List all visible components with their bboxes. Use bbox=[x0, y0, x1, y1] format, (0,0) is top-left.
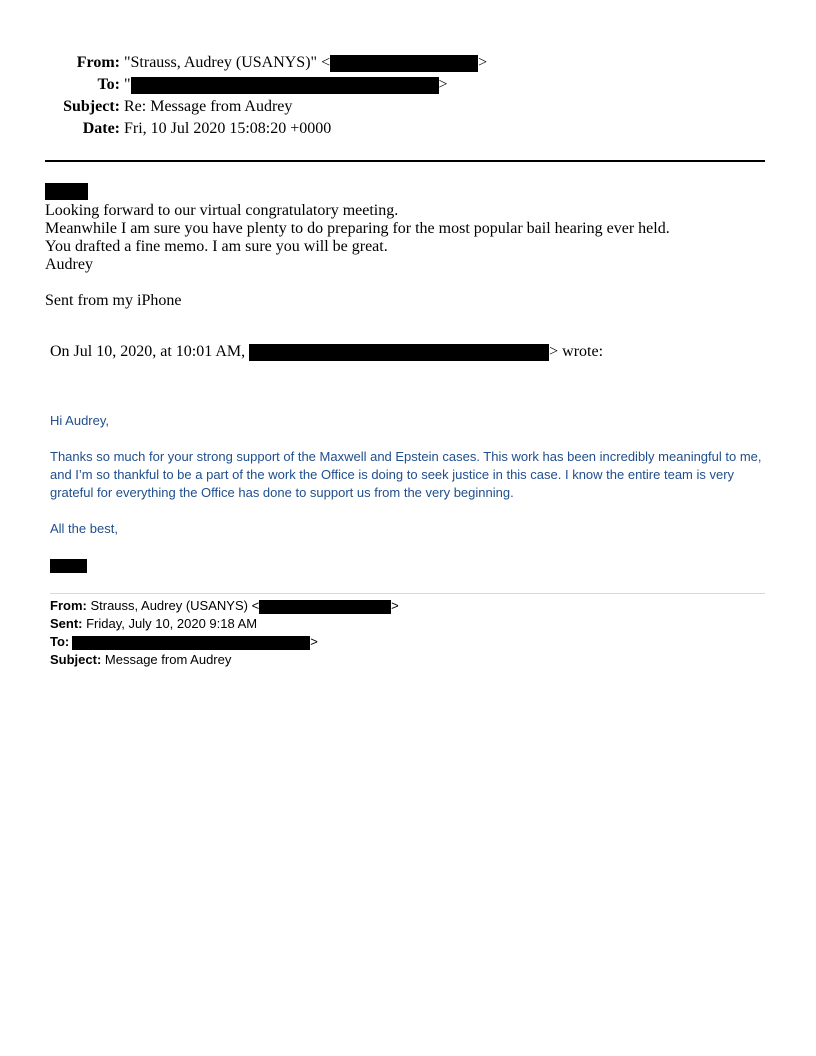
header-to-label: To: bbox=[97, 76, 120, 93]
redaction-box bbox=[131, 77, 439, 94]
header-divider bbox=[45, 160, 765, 162]
forwarded-sent-value: Friday, July 10, 2020 9:18 AM bbox=[82, 616, 258, 631]
quoted-closing: All the best, bbox=[50, 521, 118, 536]
header-from-value bbox=[124, 54, 487, 72]
sent-from-line: Sent from my iPhone bbox=[45, 292, 182, 309]
header-to-close: > bbox=[438, 76, 448, 93]
reply-signature: Audrey bbox=[45, 256, 93, 273]
header-date-label: Date: bbox=[82, 120, 120, 137]
redaction-box bbox=[330, 55, 478, 72]
reply-line: Meanwhile I am sure you have plenty to do preparing for the most popular bail hearing ever held. bbox=[45, 220, 670, 237]
header-from-close: > bbox=[478, 54, 488, 71]
redaction-box bbox=[50, 559, 87, 573]
header-from-text: "Strauss, Audrey (USANYS)" < bbox=[124, 54, 331, 71]
forwarded-to-close: > bbox=[310, 634, 318, 649]
forwarded-from-line bbox=[50, 597, 399, 615]
quote-intro-suffix: > wrote: bbox=[549, 343, 604, 360]
redaction-box bbox=[259, 600, 391, 614]
header-subject-label: Subject: bbox=[63, 98, 120, 115]
quote-intro-prefix: On Jul 10, 2020, at 10:01 AM, bbox=[50, 343, 250, 360]
forwarded-subject-label: Subject: bbox=[50, 652, 102, 667]
reply-line: You drafted a fine memo. I am sure you will be great. bbox=[45, 238, 388, 255]
header-to-value bbox=[124, 76, 448, 94]
header-from-label: From: bbox=[76, 54, 120, 71]
forwarded-sent-label: Sent: bbox=[50, 616, 83, 631]
forwarded-to-label: To: bbox=[50, 634, 70, 649]
forwarded-sent-line bbox=[50, 615, 257, 633]
reply-line: Looking forward to our virtual congratulatory meeting. bbox=[45, 202, 399, 219]
forwarded-from-label: From: bbox=[50, 598, 87, 613]
redaction-box bbox=[72, 636, 310, 650]
forwarded-from-value: Strauss, Audrey (USANYS) < bbox=[86, 598, 260, 613]
quoted-body: Thanks so much for your strong support of the Maxwell and Epstein cases. This work has been incredibly meaningful to me, and I’m so thankful to be a part of the work the Office is doing to seek justice in this case. I know the entire team is very grateful for everything the Office has done to support us from the very beginning. bbox=[50, 449, 762, 500]
redaction-box bbox=[249, 344, 549, 361]
header-subject-value: Re: Message from Audrey bbox=[124, 98, 293, 115]
quote-intro-line bbox=[50, 343, 603, 361]
header-date-value: Fri, 10 Jul 2020 15:08:20 +0000 bbox=[124, 120, 332, 137]
forwarded-subject-line bbox=[50, 651, 231, 669]
forwarded-from-close: > bbox=[391, 598, 399, 613]
forwarded-subject-value: Message from Audrey bbox=[101, 652, 232, 667]
forwarded-to-line bbox=[50, 633, 318, 651]
redaction-box bbox=[45, 183, 88, 200]
quoted-greeting: Hi Audrey, bbox=[50, 413, 110, 428]
header-to-text: " bbox=[124, 76, 131, 93]
forwarded-divider bbox=[50, 593, 765, 594]
